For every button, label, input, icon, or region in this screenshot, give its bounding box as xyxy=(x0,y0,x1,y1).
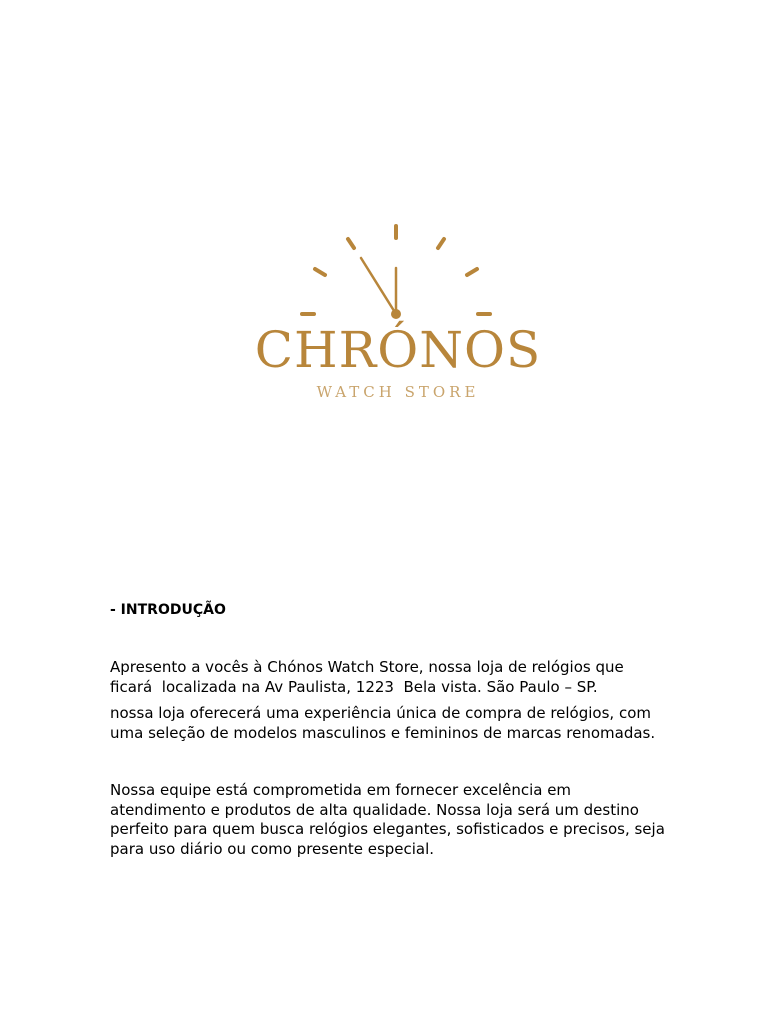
paragraph-experience: nossa loja oferecerá uma experiência única de compra de relógios, com uma seleção de modelos masculinos e femininos de marcas renomadas. xyxy=(110,704,656,742)
dial-tick-1 xyxy=(438,239,444,248)
paragraph-team: Nossa equipe está comprometida em fornecer excelência em atendimento e produtos de alta qualidade. Nossa loja será um destino perfeito para quem busca relógios elegantes, sofisticados e precisos, seja para uso diário ou como presente especial. xyxy=(110,781,670,858)
brand-subtitle: WATCH STORE xyxy=(316,383,480,401)
dial-tick-10 xyxy=(315,269,325,275)
clock-dial-icon xyxy=(248,216,548,326)
paragraph-intro: Apresento a vocês à Chónos Watch Store, nossa loja de relógios que ficará localizada na Av Paulista, 1223 Bela vista. São Paulo – SP. xyxy=(110,658,629,696)
dial-tick-11 xyxy=(348,239,354,248)
brand-name: CHRÓNOS xyxy=(254,321,542,379)
minute-hand xyxy=(361,258,396,314)
document-body xyxy=(110,600,670,859)
dial-center xyxy=(391,309,401,319)
section-heading: - INTRODUÇÃO xyxy=(110,602,226,618)
store-logo xyxy=(248,216,548,412)
dial-tick-2 xyxy=(467,269,477,275)
